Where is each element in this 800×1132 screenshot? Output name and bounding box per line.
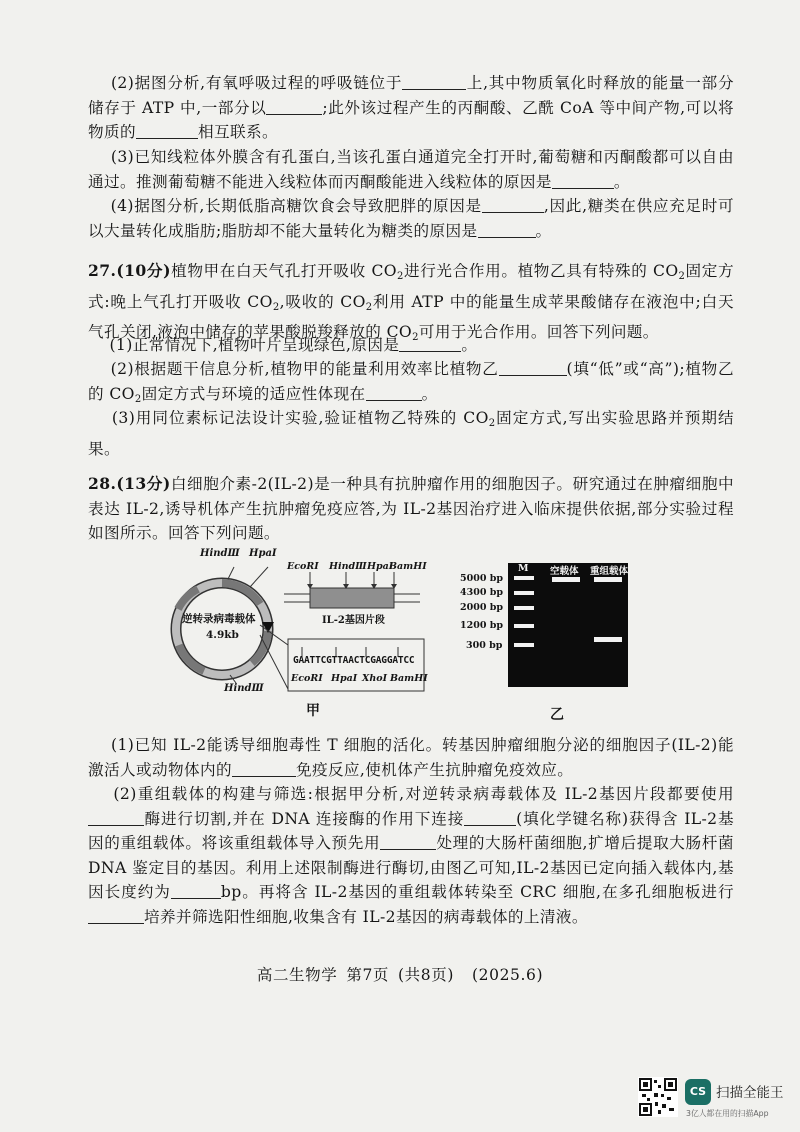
gel-marker-5000: 5000 bp (460, 573, 504, 584)
plasmid-site-hpa-top: HpaⅠ (249, 548, 277, 559)
marker-band (514, 576, 534, 580)
question-number: 28.(13分) (88, 474, 171, 493)
answer-blank[interactable] (232, 761, 296, 777)
site-pointer (250, 567, 268, 587)
plasmid-site-hind-bottom: HindⅢ (224, 683, 264, 694)
answer-blank[interactable] (380, 834, 436, 850)
q28-part1: (1)已知 IL-2能诱导细胞毒性 T 细胞的活化。转基因肿瘤细胞分泌的细胞因子(IL-2)能激活人或动物体内的 免疫反应,使机体产生抗肿瘤免疫效应。 (88, 736, 734, 779)
footer-subject: 高二生物学 (256, 966, 338, 984)
empty-vector-band (552, 577, 580, 582)
marker-band (514, 643, 534, 647)
mcs-site-hpai: HpaⅠ (331, 673, 358, 684)
page-footer (0, 963, 800, 985)
fragment-site-bamhi: BamHⅠ (389, 561, 427, 572)
mcs-sequence: GAATTCGTTAACTCGAGGATCC (293, 655, 415, 666)
figure-label-jia: 甲 (306, 703, 320, 719)
gel-marker-4300: 4300 bp (460, 587, 504, 598)
recombinant-band-small (594, 637, 622, 642)
answer-blank[interactable] (402, 74, 466, 90)
camscanner-name: 扫描全能王 (716, 1085, 784, 1101)
fragment-site-hpai: HpaⅠ (367, 561, 394, 572)
marker-band (514, 591, 534, 595)
marker-band (514, 606, 534, 610)
gel-lane-empty: 空载体 (550, 566, 579, 577)
mcs-site-bamhi: BamHⅠ (390, 673, 428, 684)
answer-blank[interactable] (478, 222, 536, 238)
q27-part2: (2)根据题干信息分析,植物甲的能量利用效率比植物乙 (填“低”或“高”);植物乙的 $CO_2$固定方式与环境的适应性体现在 。 (88, 360, 734, 405)
footer-total: (共8页) (398, 966, 454, 984)
question-number: 27.(10分) (88, 261, 171, 280)
camscanner-tagline: 3亿人都在用的扫描App (686, 1109, 769, 1118)
gel-lane-m: M (518, 563, 529, 574)
answer-blank[interactable] (552, 173, 614, 189)
camscanner-logo: CS (685, 1079, 711, 1105)
mcs-site-ecori: EcoRⅠ (291, 673, 323, 684)
q27-part3: (3)用同位素标记法设计实验,验证植物乙特殊的 $CO_2$固定方式,写出实验思路并预期结果。 (88, 409, 734, 458)
answer-blank[interactable] (499, 360, 567, 376)
gel-lane-recombinant: 重组载体 (590, 566, 629, 577)
figure-area (170, 549, 630, 724)
q27-intro: 27.(10分)植物甲在白天气孔打开吸收 $CO_2$进行光合作用。植物乙具有特殊的 $CO_2$固定方式:晚上气孔打开吸收 $CO_2$,吸收的 $CO_2$利用 ATP 中的能量生成苹果酸储存在液泡中;白天气孔关闭,液泡中储存的苹果酸脱羧释放的 $CO_2$可用于光合作用。回答下列问题。 (88, 261, 734, 344)
answer-blank[interactable] (366, 385, 422, 401)
gel-marker-1200: 1200 bp (460, 620, 504, 631)
fragment-label: IL-2基因片段 (322, 615, 385, 626)
q26-part2: (2)据图分析,有氧呼吸过程的呼吸链位于 上,其中物质氧化时释放的能量一部分储存于 ATP 中,一部分以 ;此外该过程产生的丙酮酸、乙酰 CoA 等中间产物,可以将物质的 相互联系。 (88, 74, 734, 142)
recombinant-band-large (594, 577, 622, 582)
plasmid-site-hind-top: HindⅢ (200, 548, 240, 559)
il2-fragment-diagram (284, 572, 420, 608)
footer-date: (2025.6) (472, 966, 544, 984)
answer-blank[interactable] (136, 123, 198, 139)
plasmid-segment (222, 583, 260, 604)
gel-marker-300: 300 bp (466, 640, 503, 651)
marker-band (514, 624, 534, 628)
plasmid-size: 4.9kb (206, 629, 239, 641)
qr-code-icon (638, 1077, 678, 1117)
q28-intro: 28.(13分)白细胞介素-2(IL-2)是一种具有抗肿瘤作用的细胞因子。研究通过在肿瘤细胞中表达 IL-2,诱导机体产生抗肿瘤免疫应答,为 IL-2基因治疗进入临床提供依据,部分实验过程如图所示。回答下列问题。 (88, 474, 734, 543)
q28-part2: (2)重组载体的构建与筛选:根据甲分析,对逆转录病毒载体及 IL-2基因片段都要使用酶进行切割,并在 DNA 连接酶的作用下连接 (填化学键名称)获得含 IL-2基因的重组载体。将该重组载体导入预先用 处理的大肠杆菌细胞,扩增后提取大肠杆菌 DNA 鉴定目的基因。利用上述限制酶进行酶切,由图乙可知,IL-2基因已定向插入载体内,基因长度约为 bp。再将含 IL-2基因的重组载体转染至 CRC 细胞,在多孔细胞板进行培养并筛选阳性细胞,收集含有 IL-2基因的病毒载体的上清液。 (88, 785, 735, 926)
scanner-watermark (638, 1077, 788, 1121)
gel-marker-2000: 2000 bp (460, 602, 504, 613)
mcs-site-xhoi: XhoⅠ (362, 673, 388, 684)
fragment-site-hindiii: HindⅢ (329, 561, 367, 572)
answer-blank[interactable] (88, 908, 144, 924)
figure-label-yi: 乙 (550, 707, 564, 723)
il2-gene-box (310, 588, 394, 608)
gel-electrophoresis (508, 563, 628, 687)
q27-part1: (1)正常情况下,植物叶片呈现绿色,原因是 。 (109, 336, 478, 354)
answer-blank[interactable] (399, 336, 461, 352)
answer-blank[interactable] (88, 810, 144, 826)
plasmid-name: 逆转录病毒载体 (182, 613, 256, 625)
footer-page: 第7页 (346, 966, 390, 984)
answer-blank[interactable] (482, 197, 544, 213)
answer-blank[interactable] (171, 883, 221, 899)
fragment-site-ecori: EcoRⅠ (287, 561, 319, 572)
answer-blank[interactable] (266, 99, 322, 115)
site-pointer (228, 567, 234, 579)
plasmid-segment (179, 645, 204, 671)
answer-blank[interactable] (464, 810, 516, 826)
q26-part3: (3)已知线粒体外膜含有孔蛋白,当该孔蛋白通道完全打开时,葡萄糖和丙酮酸都可以自由通过。推测葡萄糖不能进入线粒体而丙酮酸能进入线粒体的原因是 。 (88, 148, 734, 191)
q26-part4: (4)据图分析,长期低脂高糖饮食会导致肥胖的原因是 ,因此,糖类在供应充足时可以大量转化成脂肪;脂肪却不能大量转化为糖类的原因是 。 (88, 197, 734, 240)
